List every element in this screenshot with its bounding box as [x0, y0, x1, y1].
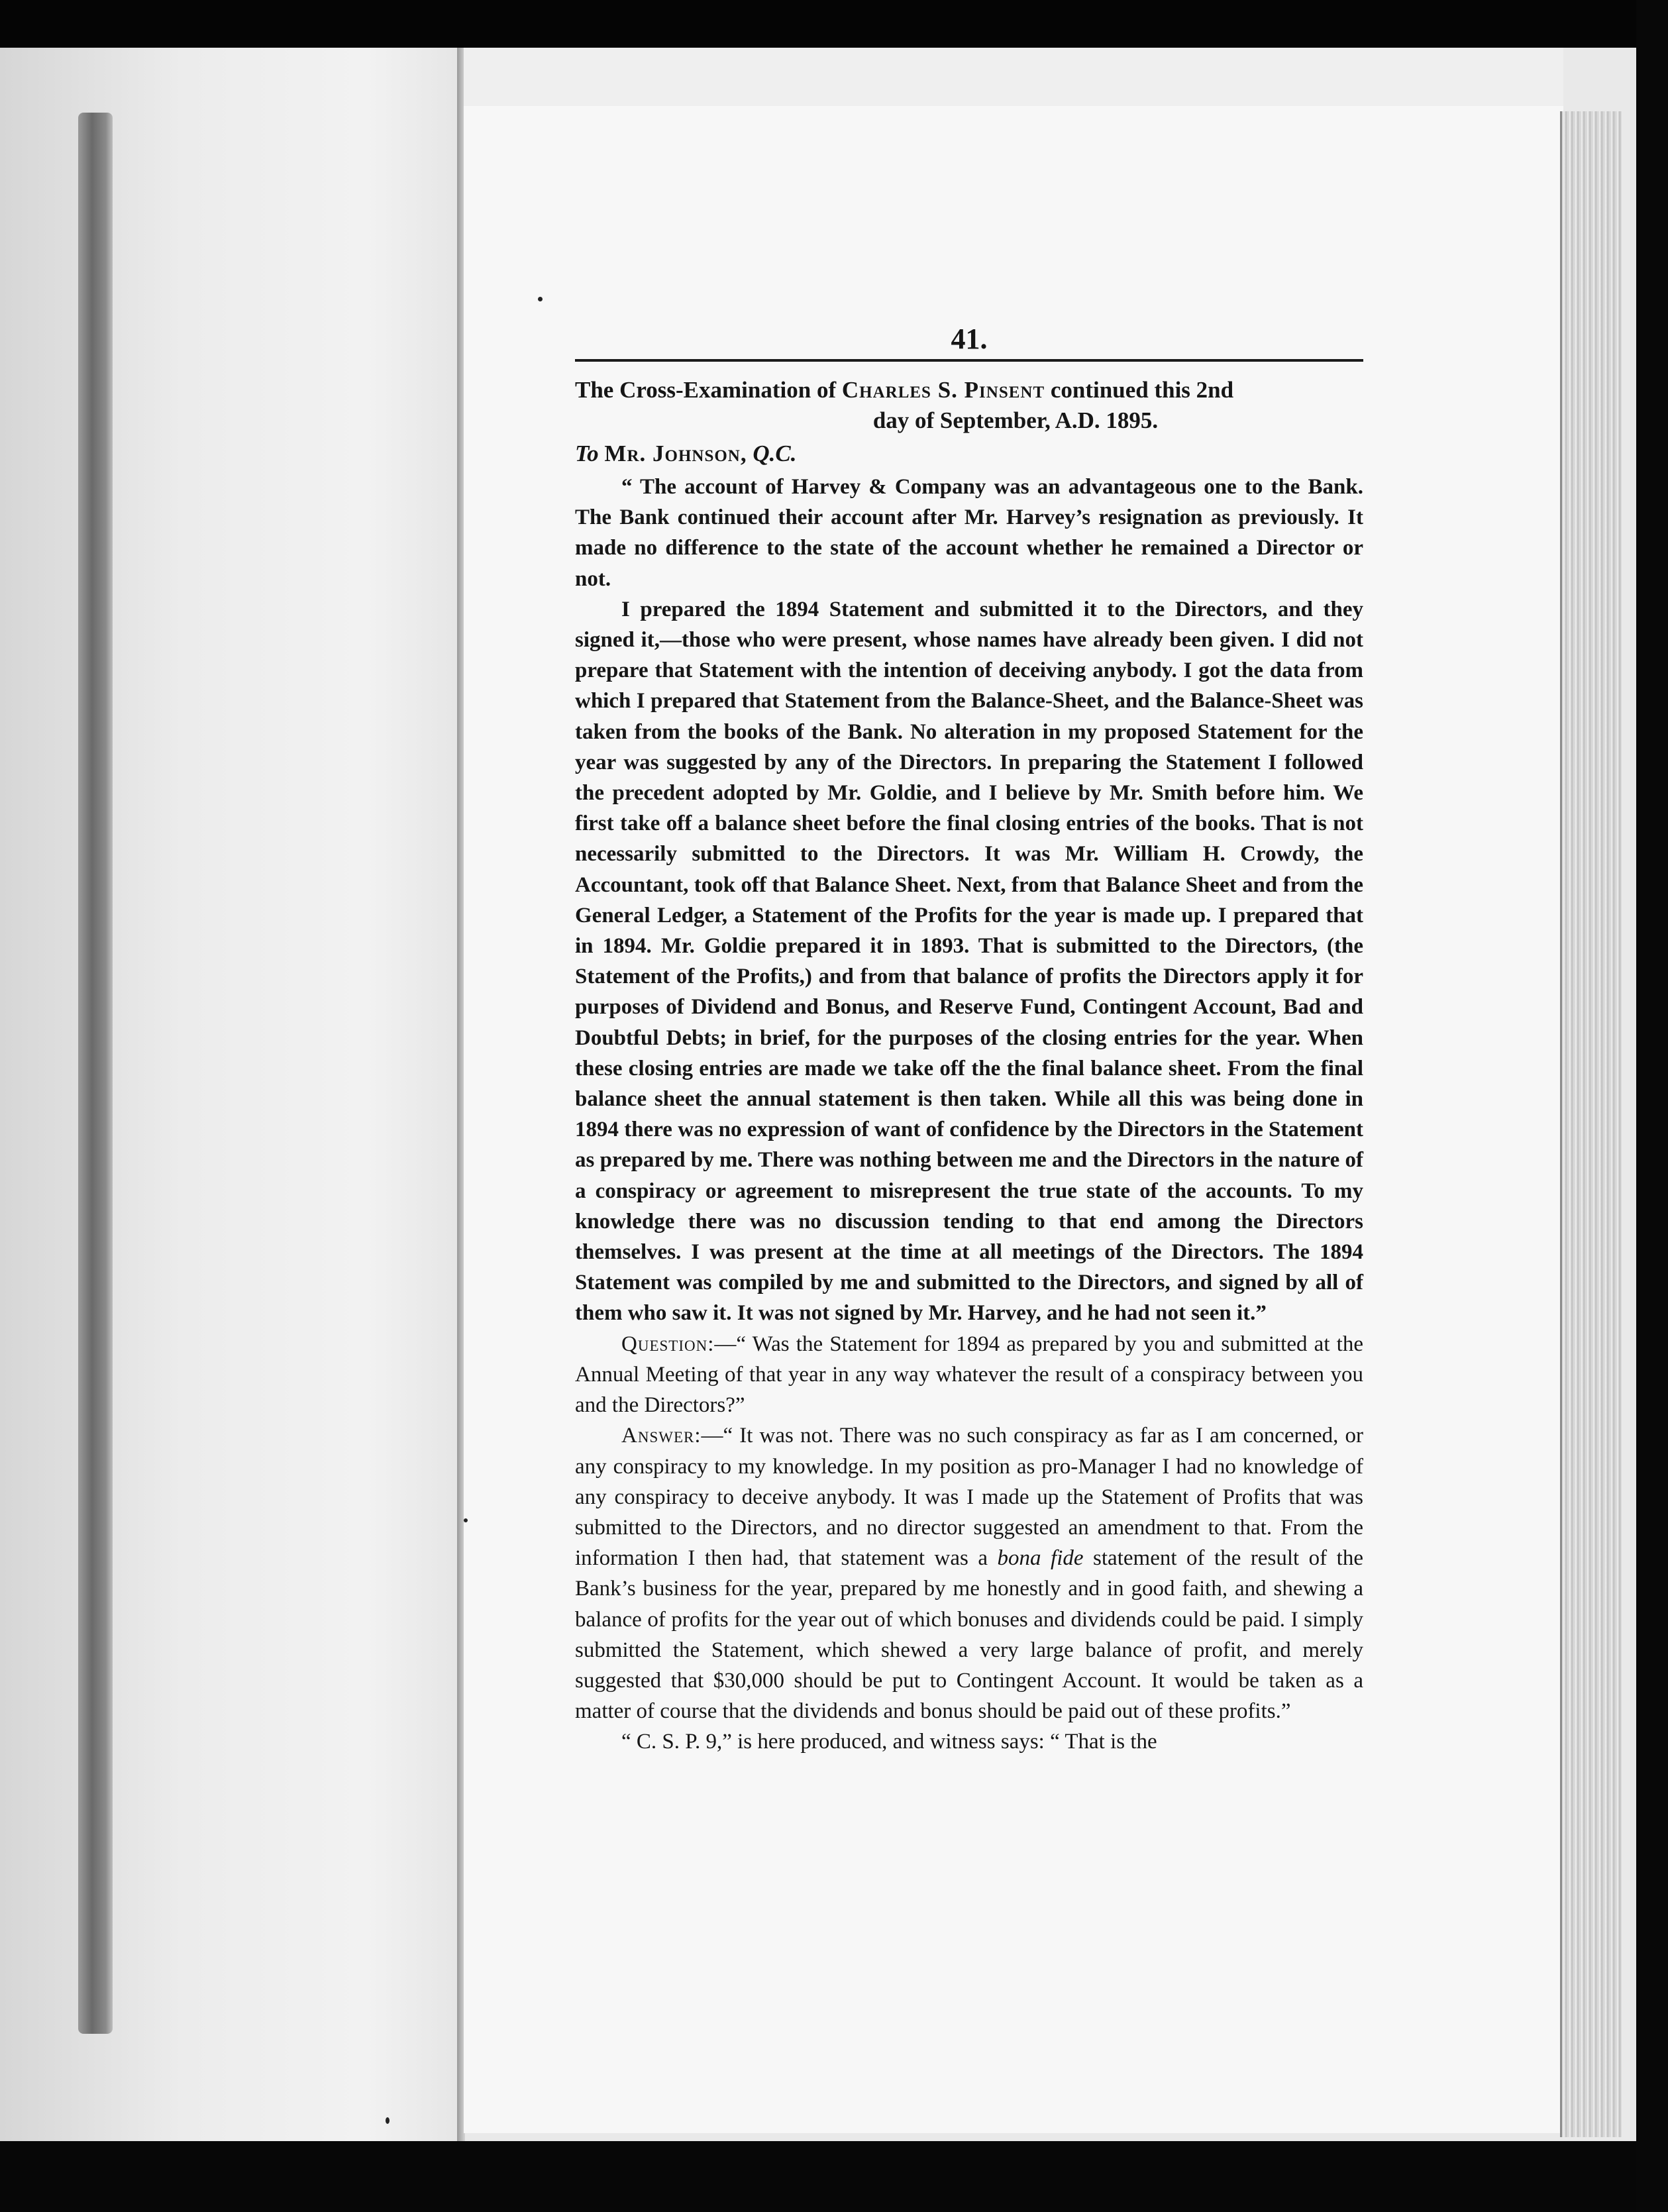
- book-gutter: [78, 113, 113, 2034]
- paragraph: “ The account of Harvey & Company was an advantageous one to the Bank. The Bank continued their account after Mr. Harvey’s resignation as previously. It made no difference to the state of the account whether he remained a Director or not.: [575, 475, 1363, 591]
- heading-prefix: The Cross-Examination of: [575, 377, 837, 403]
- page-number: 41.: [951, 323, 988, 355]
- answer-text-2: statement of the result of the Bank’s business for the year, prepared by me honestly and in good faith, and shewing a balance of profits for the year out of which bonuses and dividends could be paid. I simply submitted the Statement, which shewed a very large balance of profit, and merely suggested that $30,000 should be put to Contingent Account. It would be taken as a matter of course that the dividends and bonus should be paid out of these profits.”: [575, 1546, 1363, 1724]
- left-page-edge: [0, 48, 457, 2141]
- closing-line: “ C. S. P. 9,” is here produced, and witness says: “ That is the: [621, 1730, 1157, 1754]
- dust-speck: [538, 297, 543, 301]
- answer-italic: bona fide: [997, 1546, 1084, 1571]
- question-text: —“ Was the Statement for 1894 as prepared by you and submitted at the Annual Meeting of that year in any way whatever the result of a conspiracy between you and the Directors?”: [575, 1332, 1363, 1418]
- addressee-prefix: To: [575, 441, 599, 466]
- dust-speck: [386, 2117, 390, 2124]
- page-text: [575, 322, 1363, 1758]
- header-rule: [575, 359, 1363, 362]
- film-frame-top: [0, 0, 1668, 48]
- question-paragraph: [575, 1329, 1363, 1421]
- heading-suffix: continued this 2nd: [1050, 377, 1234, 403]
- section-heading: [575, 375, 1363, 405]
- film-frame-right: [1636, 0, 1668, 2212]
- dust-speck: [464, 1518, 468, 1522]
- answer-paragraph: [575, 1420, 1363, 1726]
- heading-date: day of September, A.D. 1895.: [872, 407, 1159, 433]
- answer-label: Answer:: [621, 1424, 702, 1448]
- page-top-margin: [464, 48, 1563, 107]
- paragraph: I prepared the 1894 Statement and submitted it to the Directors, and they signed it,—those who were present, whose names have already been given. I did not prepare that Statement with the intention of deceiving anybody. I got the data from which I prepared that Statement from the Balance-Sheet, and the Balance-Sheet was taken from the books of the Bank. No alteration in my proposed Statement for the year was suggested by any of the Directors. In preparing the Statement I followed the precedent adopted by Mr. Goldie, and I believe by Mr. Smith before him. We first take off a balance sheet before the final closing entries of the books. That is not necessarily submitted to the Directors. It was Mr. William H. Crowdy, the Accountant, took off that Balance Sheet. Next, from that Balance Sheet and from the General Ledger, a Statement of the Profits for the year is made up. I prepared that in 1894. Mr. Goldie prepared it in 1893. That is submitted to the Directors, (the Statement of the Profits,) and from that balance of profits the Directors apply it for purposes of Dividend and Bonus, and Reserve Fund, Contingent Account, Bad and Doubtful Debts; in brief, for the purposes of the closing entries for the year. When these closing entries are made we take off the the final balance sheet. From the final balance sheet the annual statement is then taken. While all this was being done in 1894 there was no expression of want of confidence by the Directors in the Statement as prepared by me. There was nothing between me and the Directors in the nature of a conspiracy or agreement to misrepresent the true state of the accounts. To my knowledge there was no discussion tending to that end among the Directors themselves. I was present at the time at all meetings of the Directors. The 1894 Statement was compiled by me and submitted to the Directors, and signed by all of them who saw it. It was not signed by Mr. Harvey, and he had not seen it.”: [575, 597, 1363, 1326]
- film-frame-bottom: [0, 2141, 1668, 2212]
- addressee-title: Q.C.: [753, 441, 797, 466]
- question-label: Question:: [621, 1332, 715, 1356]
- addressee: [575, 439, 1363, 469]
- witness-name: Charles S. Pinsent: [841, 377, 1045, 403]
- page-stack-edge: [1560, 111, 1622, 2137]
- addressee-name: Mr. Johnson,: [604, 441, 747, 466]
- answer-text-1: —“ It was not. There was no such conspiracy as far as I am concerned, or any conspiracy to my knowledge. In my position as pro-Manager I had no knowledge of any conspiracy to deceive anybody. It was I made up the Statement of Profits that was submitted to the Directors, and no director suggested an amendment to that. From the information I then had, that statement was a: [575, 1424, 1363, 1571]
